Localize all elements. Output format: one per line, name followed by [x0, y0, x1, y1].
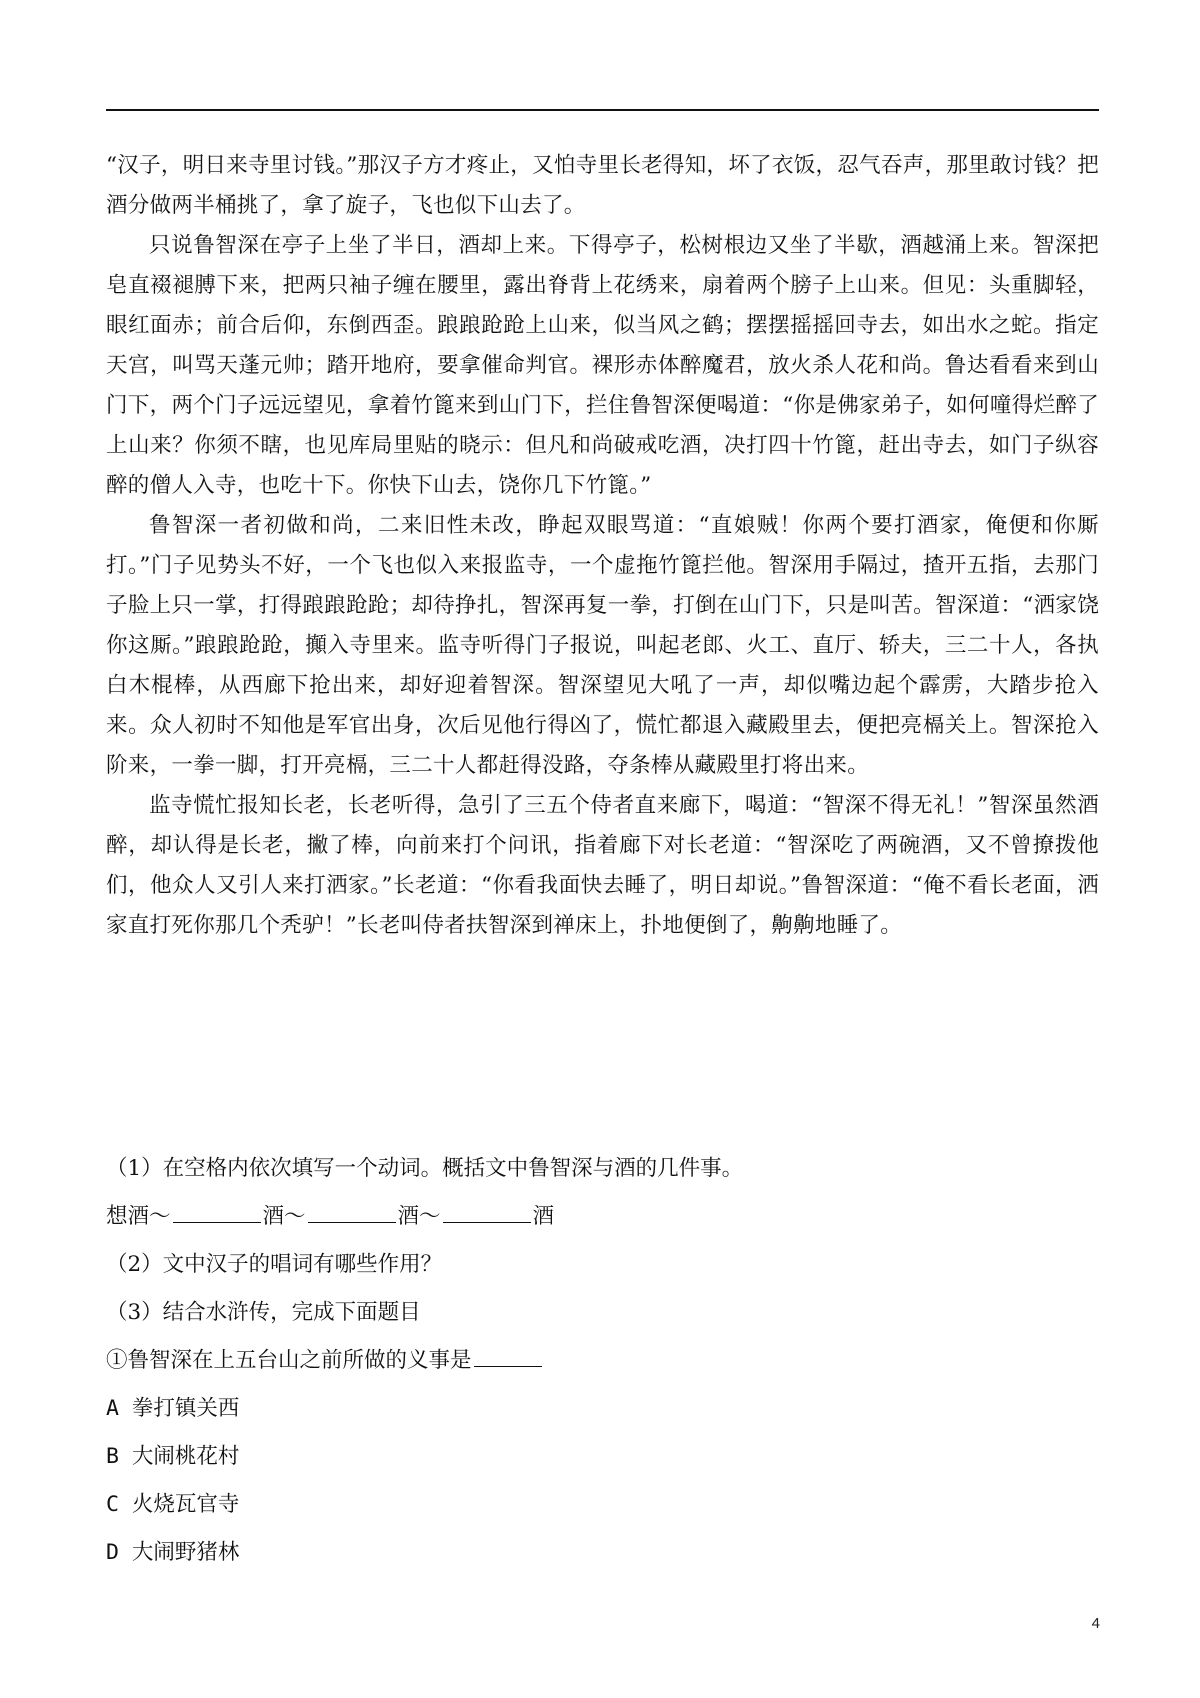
- option-a: A 拳打镇关西: [106, 1396, 240, 1421]
- option-d: D 大闹野猪林: [106, 1540, 240, 1565]
- fill-text-2: 酒～: [262, 1204, 306, 1229]
- passage-paragraph-4: 监寺慌忙报知长老，长老听得，急引了三五个侍者直来廊下，喝道：“智深不得无礼！”智深虽然酒醉，却认得是长老，撇了棒，向前来打个问讯，指着廊下对长老道：“智深吃了两碗酒，又不曾撩拨他们，他众人又引人来打洒家。”长老道：“你看我面快去睡了，明日却说。”鲁智深道：“俺不看长老面，洒家直打死你那几个秃驴！”长老叫侍者扶智深到禅床上，扑地便倒了，齁齁地睡了。: [106, 793, 1099, 938]
- fill-blank-3[interactable]: [443, 1200, 531, 1223]
- question-3-sub-text: ①鲁智深在上五台山之前所做的义事是: [106, 1348, 472, 1373]
- option-b: B 大闹桃花村: [106, 1444, 240, 1469]
- question-1: （1）在空格内依次填写一个动词。概括文中鲁智深与酒的几件事。: [106, 1156, 744, 1181]
- passage-paragraph-1: “汉子，明日来寺里讨钱。”那汉子方才疼止，又怕寺里长老得知，坏了衣饭，忍气吞声，那里敢讨钱？把酒分做两半桶挑了，拿了旋子，飞也似下山去了。: [106, 153, 1099, 218]
- question-1-fill-line: [106, 1193, 1099, 1241]
- fill-text-4: 酒: [532, 1204, 555, 1229]
- fill-text-1: 想酒～: [106, 1204, 171, 1229]
- fill-text-3: 酒～: [397, 1204, 441, 1229]
- fill-blank-1[interactable]: [173, 1200, 261, 1223]
- page-number: 4: [1091, 1615, 1100, 1632]
- header-rule: [106, 109, 1099, 111]
- question-2: （2）文中汉子的唱词有哪些作用？: [106, 1252, 443, 1277]
- passage-paragraph-3: 鲁智深一者初做和尚，二来旧性未改，睁起双眼骂道：“直娘贼！你两个要打酒家，俺便和你厮打。”门子见势头不好，一个飞也似入来报监寺，一个虚拖竹篦拦他。智深用手隔过，揸开五指，去那门子脸上只一掌，打得踉踉跄跄；却待挣扎，智深再复一拳，打倒在山门下，只是叫苦。智深道：“洒家饶你这厮。”踉踉跄跄，攧入寺里来。监寺听得门子报说，叫起老郎、火工、直厅、轿夫，三二十人，各执白木棍棒，从西廊下抢出来，却好迎着智深。智深望见大吼了一声，却似嘴边起个霹雳，大踏步抢入来。众人初时不知他是军官出身，次后见他行得凶了，慌忙都退入藏殿里去，便把亮槅关上。智深抢入阶来，一拳一脚，打开亮槅，三二十人都赶得没路，夺条棒从藏殿里打将出来。: [106, 513, 1099, 778]
- passage: [106, 146, 1099, 946]
- answer-blank[interactable]: [474, 1344, 542, 1367]
- option-c: C 火烧瓦官寺: [106, 1492, 240, 1517]
- fill-blank-2[interactable]: [308, 1200, 396, 1223]
- questions-section: [106, 1145, 1099, 1577]
- question-3: （3）结合水浒传，完成下面题目: [106, 1300, 421, 1325]
- question-3-sub: [106, 1337, 1099, 1385]
- passage-paragraph-2: 只说鲁智深在亭子上坐了半日，酒却上来。下得亭子，松树根边又坐了半歇，酒越涌上来。智深把皂直裰褪膊下来，把两只袖子缠在腰里，露出脊背上花绣来，扇着两个膀子上山来。但见：头重脚轻，眼红面赤；前合后仰，东倒西歪。踉踉跄跄上山来，似当风之鹤；摆摆摇摇回寺去，如出水之蛇。指定天宫，叫骂天蓬元帅；踏开地府，要拿催命判官。裸形赤体醉魔君，放火杀人花和尚。鲁达看看来到山门下，两个门子远远望见，拿着竹篦来到山门下，拦住鲁智深便喝道：“你是佛家弟子，如何噇得烂醉了上山来？你须不瞎，也见库局里贴的晓示：但凡和尚破戒吃酒，决打四十竹篦，赶出寺去，如门子纵容醉的僧人入寺，也吃十下。你快下山去，饶你几下竹篦。”: [106, 233, 1099, 498]
